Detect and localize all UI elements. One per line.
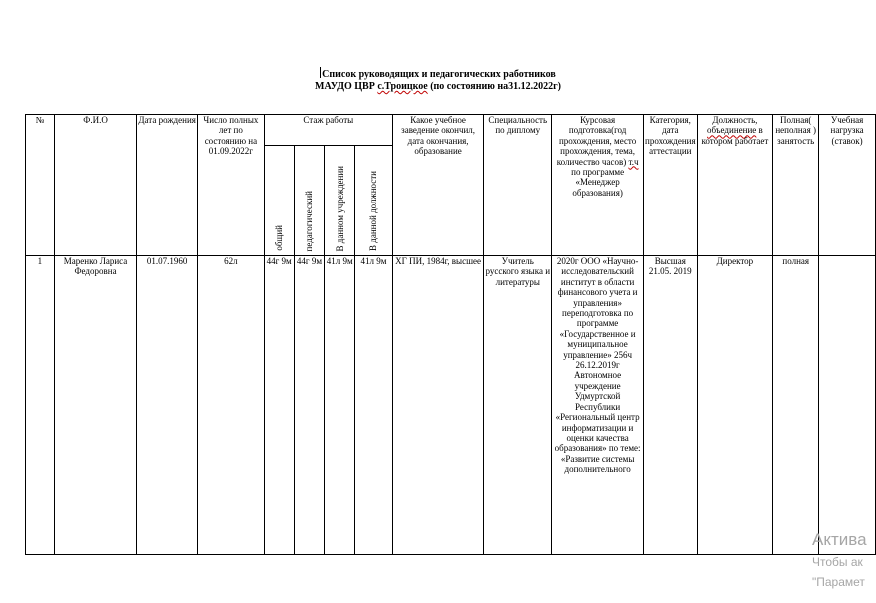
header-courses [552,115,644,256]
cell-birth: 01.07.1960 [137,256,198,555]
cell-num: 1 [26,256,55,555]
cell-stazh-inst: 41л 9м [325,256,355,555]
header-stazh-pos [355,146,393,256]
cell-stazh-pos: 41л 9м [355,256,393,555]
activation-watermark-line-3: "Парамет [812,575,865,589]
header-position-text: Должность, [712,115,758,125]
header-position [697,115,773,256]
cell-specialty: Учитель русского языка и литературы [484,256,552,555]
title-date: (по состоянию на31.12.2022г) [427,81,561,92]
cell-stazh-total: 44г 9м [264,256,294,555]
cell-fio: Маренко Лариса Федоровна [54,256,137,555]
header-fio: Ф.И.О [54,115,137,256]
header-stazh-inst [325,146,355,256]
header-stazh-total [264,146,294,256]
cell-stazh-ped: 44г 9м [294,256,325,555]
table-row [26,256,876,555]
activation-watermark-title: Актива [812,530,867,549]
cell-load: полная [773,256,819,555]
title-line-2 [0,81,876,93]
cell-position: Директор [697,256,773,555]
document-title [0,67,876,93]
header-hours: Учебная нагрузка (ставок) [819,115,876,256]
title-line-1 [0,67,876,81]
cell-courses: 2020г ООО «Научно-исследовательский институт в области финансового учета и управления» переподготовка по программе «Государственное и муниципальное управление» 256ч 26.12.2019г Автономное учреждение Удмуртской Республики «Региональный центр информатизации и оценки качества образования» по теме: «Развитие системы дополнительного [552,256,644,555]
header-row-1 [26,115,876,146]
header-stazh-inst-text: В данном учреждении [334,165,345,251]
header-school: Какое учебное заведение окончил, дата окончания, образование [392,115,483,256]
title-place: с.Троицкое [377,81,428,92]
header-courses-text: Курсовая подготовка(год прохождения, место прохождения, тема, количество часов) [556,115,637,167]
cell-school: ХГ ПИ, 1984г, высшее [392,256,483,555]
header-birth: Дата рождения [137,115,198,256]
header-specialty: Специальность по диплому [484,115,552,256]
header-category: Категория, дата прохождения аттестации [644,115,698,256]
title-line-1-text: Список руководящих и педагогических работников [322,69,556,80]
header-courses-tch: т.ч [628,156,639,167]
cell-category: Высшая 21.05. 2019 [644,256,698,555]
header-stazh-ped [294,146,325,256]
header-stazh-pos-text: В данной должности [368,171,379,251]
activation-watermark-line-2: Чтобы ак [812,555,863,569]
header-position-assoc: объединение [707,125,757,136]
header-full-years: Число полных лет по состоянию на 01.09.2022г [198,115,265,256]
header-stazh-total-text: общий [273,225,284,251]
cell-hours [819,256,876,555]
cell-full-years: 62л [198,256,265,555]
title-org: МАУДО ЦВР [315,81,378,92]
header-stazh-ped-text: педагогический [304,190,315,251]
header-stazh: Стаж работы [264,115,392,146]
header-num: № [26,115,55,256]
header-courses-tail: по программе «Менеджер образования) [571,167,625,198]
header-load: Полная( неполная ) занятость [773,115,819,256]
staff-table [25,114,876,555]
header-position-tail: в котором работает [701,125,769,146]
